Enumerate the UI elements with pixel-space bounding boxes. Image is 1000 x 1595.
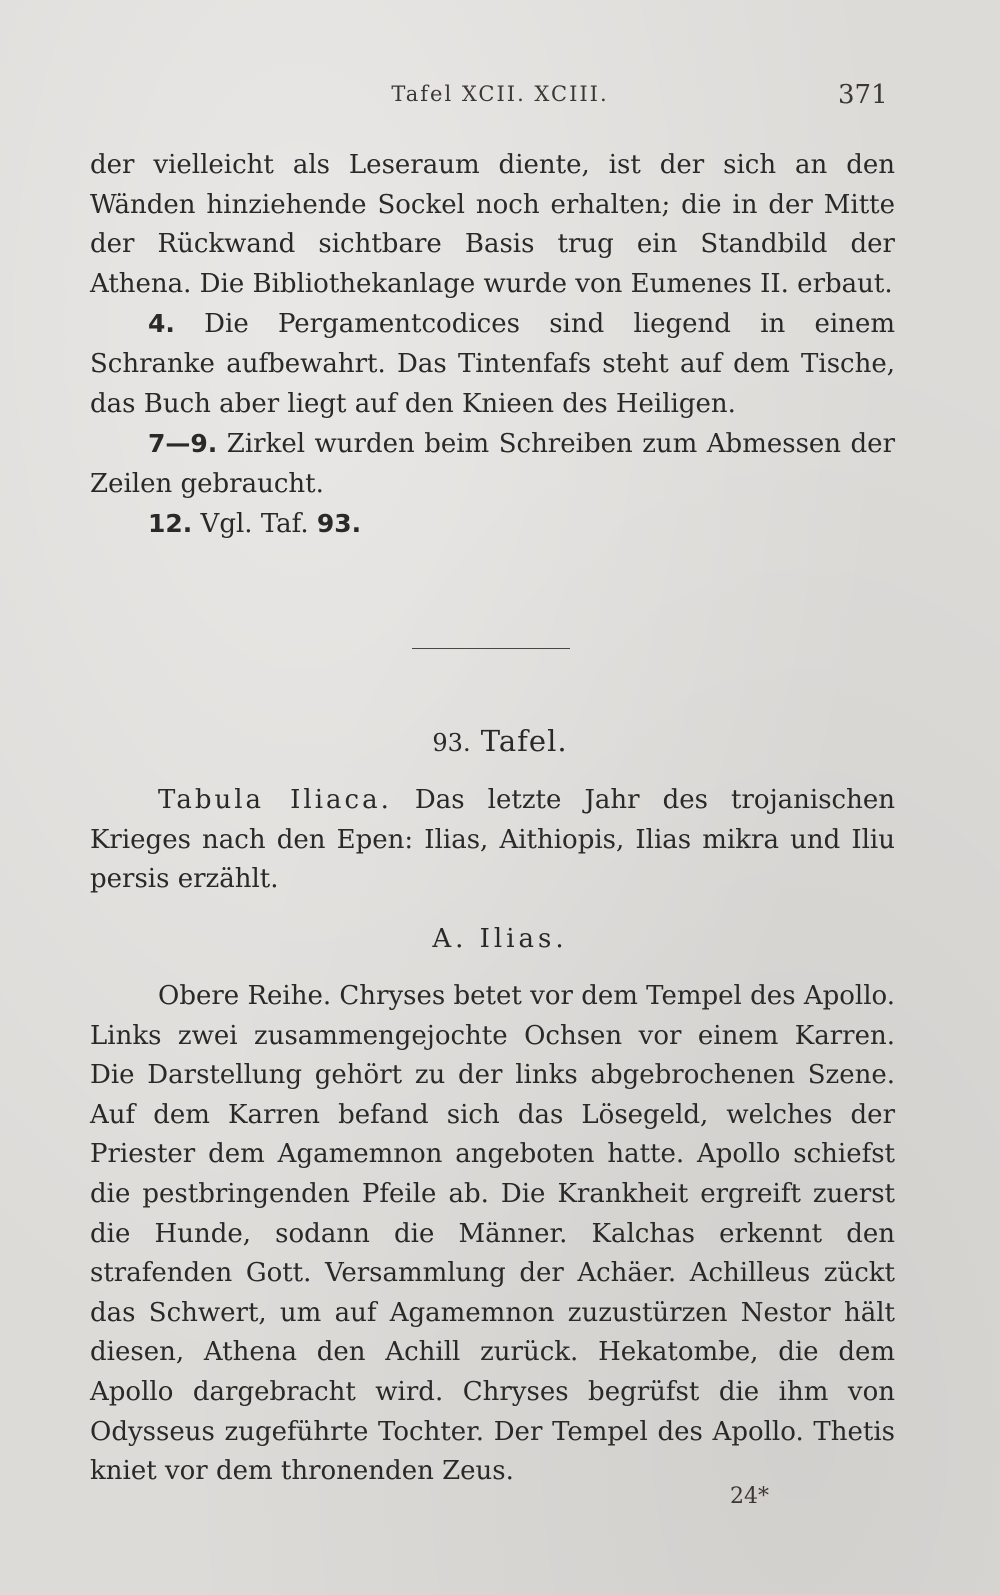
note-12 [90,504,895,545]
section-number: 93. [432,729,471,757]
note-4 [90,304,895,424]
note-7-9 [90,424,895,504]
section-intro-label: Tabula Iliaca. [158,785,392,815]
note-text: Vgl. Taf. [192,509,317,540]
section-intro [90,781,895,900]
section-title [0,724,1000,758]
note-number: 12. [148,509,193,539]
section-title-text: Tafel. [480,724,568,758]
subsection-body: Obere Reihe. Chryses betet vor dem Tempel des Apollo. Links zwei zusammengejochte Ochsen vor einem Karren. Die Darstellung gehört zu der links abgebrochenen Szene. Auf dem Karren befand sich das Lösegeld, welches der Priester dem Agamemnon angeboten hatte. Apollo schiefst die pestbringenden Pfeile ab. Die Krankheit ergreift zuerst die Hunde, sodann die Männer. Kalchas erkennt den strafenden Gott. Versammlung der Achäer. Achilleus zückt das Schwert, um auf Agamemnon zuzustürzen Nestor hält diesen, Athena den Achill zurück. Hekatombe, die dem Apollo dargebracht wird. Chryses begrüfst die ihm von Odysseus zugeführte Tochter. Der Tempel des Apollo. Thetis kniet vor dem thronenden Zeus. [90,981,895,1487]
section-divider [412,648,570,649]
notes-block [90,146,895,545]
page-number: 371 [838,80,888,110]
notes-intro: der vielleicht als Leseraum diente, ist der sich an den Wänden hinziehende Sockel noch erhalten; die in der Mitte der Rückwand sichtbare Basis trug ein Standbild der Athena. Die Bibliothekanlage wurde von Eumenes II. erbaut. [90,150,895,299]
signature-mark: 24* [730,1484,769,1509]
section-intro-text: Das letzte Jahr des trojanischen Krieges nach den Epen: Ilias, Aithiopis, Ilias mikra und Iliu persis erzählt. [90,785,895,895]
note-reference: 93. [316,509,362,539]
note-number: 4. [148,309,175,339]
subsection-title: A. Ilias. [432,924,568,954]
note-text: Die Pergamentcodices sind liegend in einem Schranke aufbewahrt. Das Tintenfafs steht auf dem Tische, das Buch aber liegt auf den Knieen des Heiligen. [90,309,895,419]
running-head: Tafel XCII. XCIII. [391,82,609,106]
note-number: 7—9. [148,429,218,459]
note-text: Zirkel wurden beim Schreiben zum Abmessen der Zeilen gebraucht. [90,429,895,499]
